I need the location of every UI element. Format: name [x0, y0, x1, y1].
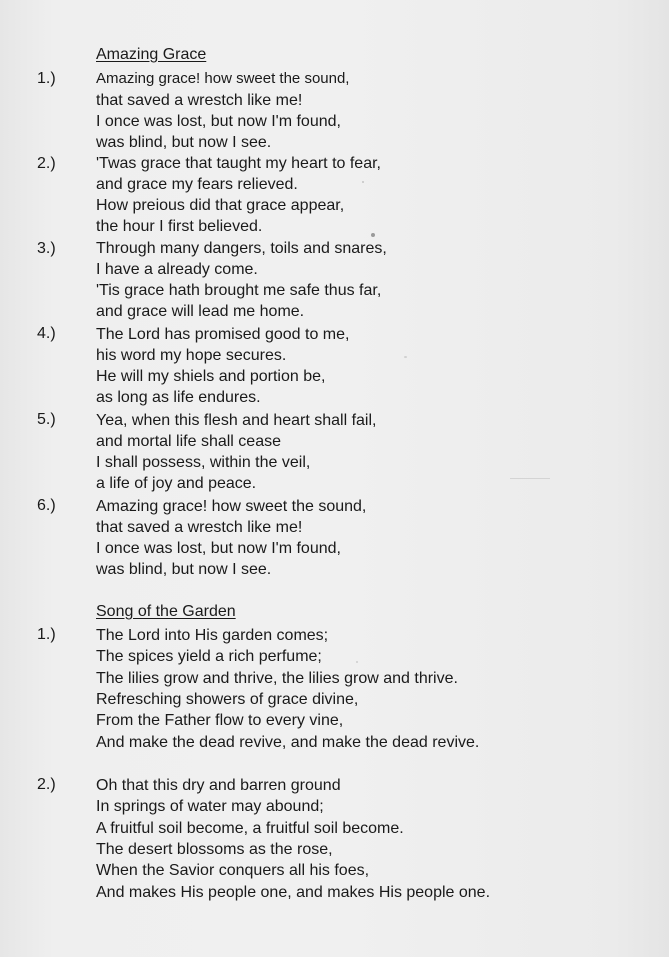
lyric-line: A fruitful soil become, a fruitful soil become. [96, 820, 404, 837]
lyric-line: The spices yield a rich perfume; [96, 648, 322, 665]
lyric-line: and grace my fears relieved. [96, 176, 298, 193]
lyric-line: I once was lost, but now I'm found, [96, 540, 341, 557]
verse-number: 4.) [37, 325, 56, 342]
lyric-line: Through many dangers, toils and snares, [96, 240, 387, 257]
verse-number: 2.) [37, 155, 56, 172]
lyric-line: 'Twas grace that taught my heart to fear, [96, 155, 381, 172]
lyric-line: The Lord into His garden comes; [96, 627, 329, 644]
verse-number: 1.) [37, 626, 56, 643]
lyric-line: was blind, but now I see. [96, 134, 272, 151]
lyric-line: How preious did that grace appear, [96, 197, 345, 214]
scan-speck [362, 181, 364, 183]
lyric-line: the hour I first believed. [96, 218, 263, 235]
verse-number: 2.) [37, 776, 56, 793]
lyric-line: 'Tis grace hath brought me safe thus far, [96, 282, 382, 299]
lyric-line: I shall possess, within the veil, [96, 454, 311, 471]
lyric-line: I once was lost, but now I'm found, [96, 113, 341, 130]
lyric-line: and mortal life shall cease [96, 433, 281, 450]
scan-speck [356, 661, 358, 663]
verse-number: 1.) [37, 70, 56, 87]
verse-number: 3.) [37, 240, 56, 257]
lyric-line: The desert blossoms as the rose, [96, 841, 333, 858]
lyric-line: Amazing grace! how sweet the sound, [96, 70, 350, 87]
song-title-song-of-the-garden: Song of the Garden [96, 603, 236, 620]
lyric-line: And makes His people one, and makes His people one. [96, 884, 491, 901]
verse-number: 5.) [37, 411, 56, 428]
scan-speck [510, 478, 550, 479]
lyric-line: Amazing grace! how sweet the sound, [96, 498, 367, 515]
lyric-line: was blind, but now I see. [96, 561, 272, 578]
lyric-line: And make the dead revive, and make the dead revive. [96, 734, 480, 751]
lyric-line: Oh that this dry and barren ground [96, 777, 341, 794]
lyric-line: The Lord has promised good to me, [96, 326, 350, 343]
lyric-line: I have a already come. [96, 261, 258, 278]
lyric-line: He will my shiels and portion be, [96, 368, 326, 385]
lyric-line: and grace will lead me home. [96, 303, 305, 320]
lyric-line: that saved a wrestch like me! [96, 519, 303, 536]
lyric-line: In springs of water may abound; [96, 798, 324, 815]
lyric-line: his word my hope secures. [96, 347, 287, 364]
lyric-line: From the Father flow to every vine, [96, 712, 344, 729]
lyric-line: that saved a wrestch like me! [96, 92, 303, 109]
lyric-line: The lilies grow and thrive, the lilies grow and thrive. [96, 670, 458, 687]
scan-speck [404, 356, 407, 358]
lyric-line: as long as life endures. [96, 389, 261, 406]
verse-number: 6.) [37, 497, 56, 514]
lyric-line: When the Savior conquers all his foes, [96, 862, 370, 879]
lyric-line: Yea, when this flesh and heart shall fail, [96, 412, 377, 429]
song-title-amazing-grace: Amazing Grace [96, 46, 207, 63]
scan-speck [371, 233, 375, 237]
lyric-line: a life of joy and peace. [96, 475, 257, 492]
lyric-line: Refresching showers of grace divine, [96, 691, 359, 708]
